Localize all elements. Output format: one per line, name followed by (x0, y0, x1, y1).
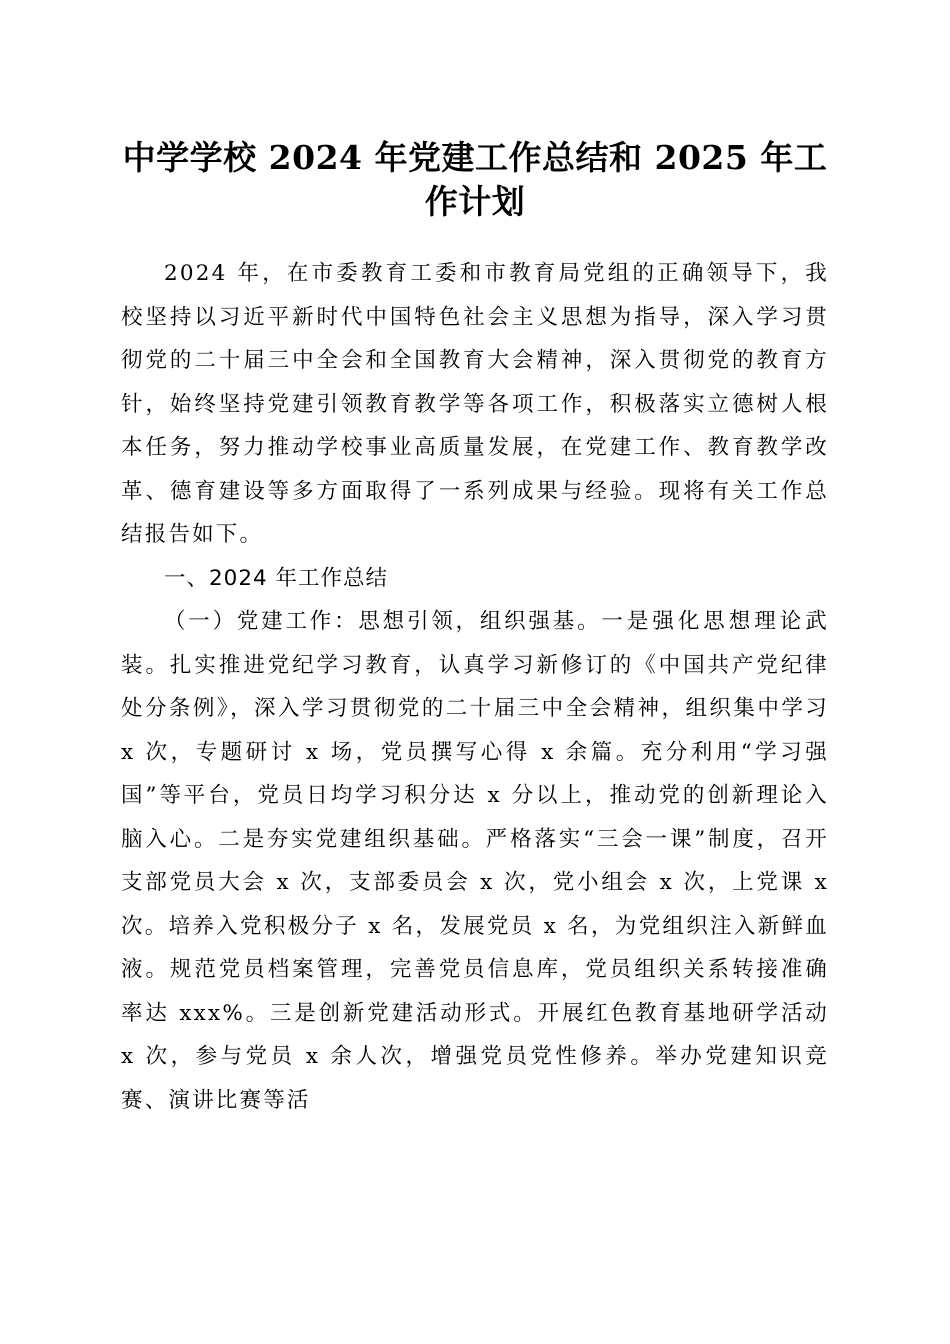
document-body (121, 252, 829, 1122)
subsection-paragraph (121, 600, 829, 1122)
subsection-heading: （一）党建工作：思想引领，组织强基。 (164, 609, 602, 634)
subsection-body: 一是强化思想理论武装。扎实推进党纪学习教育，认真学习新修订的《中国共产党纪律处分条例》，深入学习贯彻党的二十届三中全会精神，组织集中学习 x 次，专题研讨 x 场，党员撰写心得 x 余篇。充分利用“学习强国”等平台，党员日均学习积分达 x 分以上，推动党的创新理论入脑入心。二是夯实党建组织基础。严格落实“三会一课”制度，召开支部党员大会 x 次，支部委员会 x 次，党小组会 x 次，上党课 x 次。培养入党积极分子 x 名，发展党员 x 名，为党组织注入新鲜血液。规范党员档案管理，完善党员信息库，党员组织关系转接准确率达 xxx%。三是创新党建活动形式。开展红色教育基地研学活动 x 次，参与党员 x 余人次，增强党员党性修养。举办党建知识竞赛、演讲比赛等活 (121, 609, 829, 1113)
section-heading: 一、2024 年工作总结 (164, 565, 389, 591)
intro-paragraph: 2024 年，在市委教育工委和市教育局党组的正确领导下，我校坚持以习近平新时代中国特色社会主义思想为指导，深入学习贯彻党的二十届三中全会和全国教育大会精神，深入贯彻党的教育方针，始终坚持党建引领教育教学等各项工作，积极落实立德树人根本任务，努力推动学校事业高质量发展，在党建工作、教育教学改革、德育建设等多方面取得了一系列成果与经验。现将有关工作总结报告如下。 (121, 261, 829, 547)
document-title: 中学学校 2024 年党建工作总结和 2025 年工作计划 (122, 138, 828, 221)
